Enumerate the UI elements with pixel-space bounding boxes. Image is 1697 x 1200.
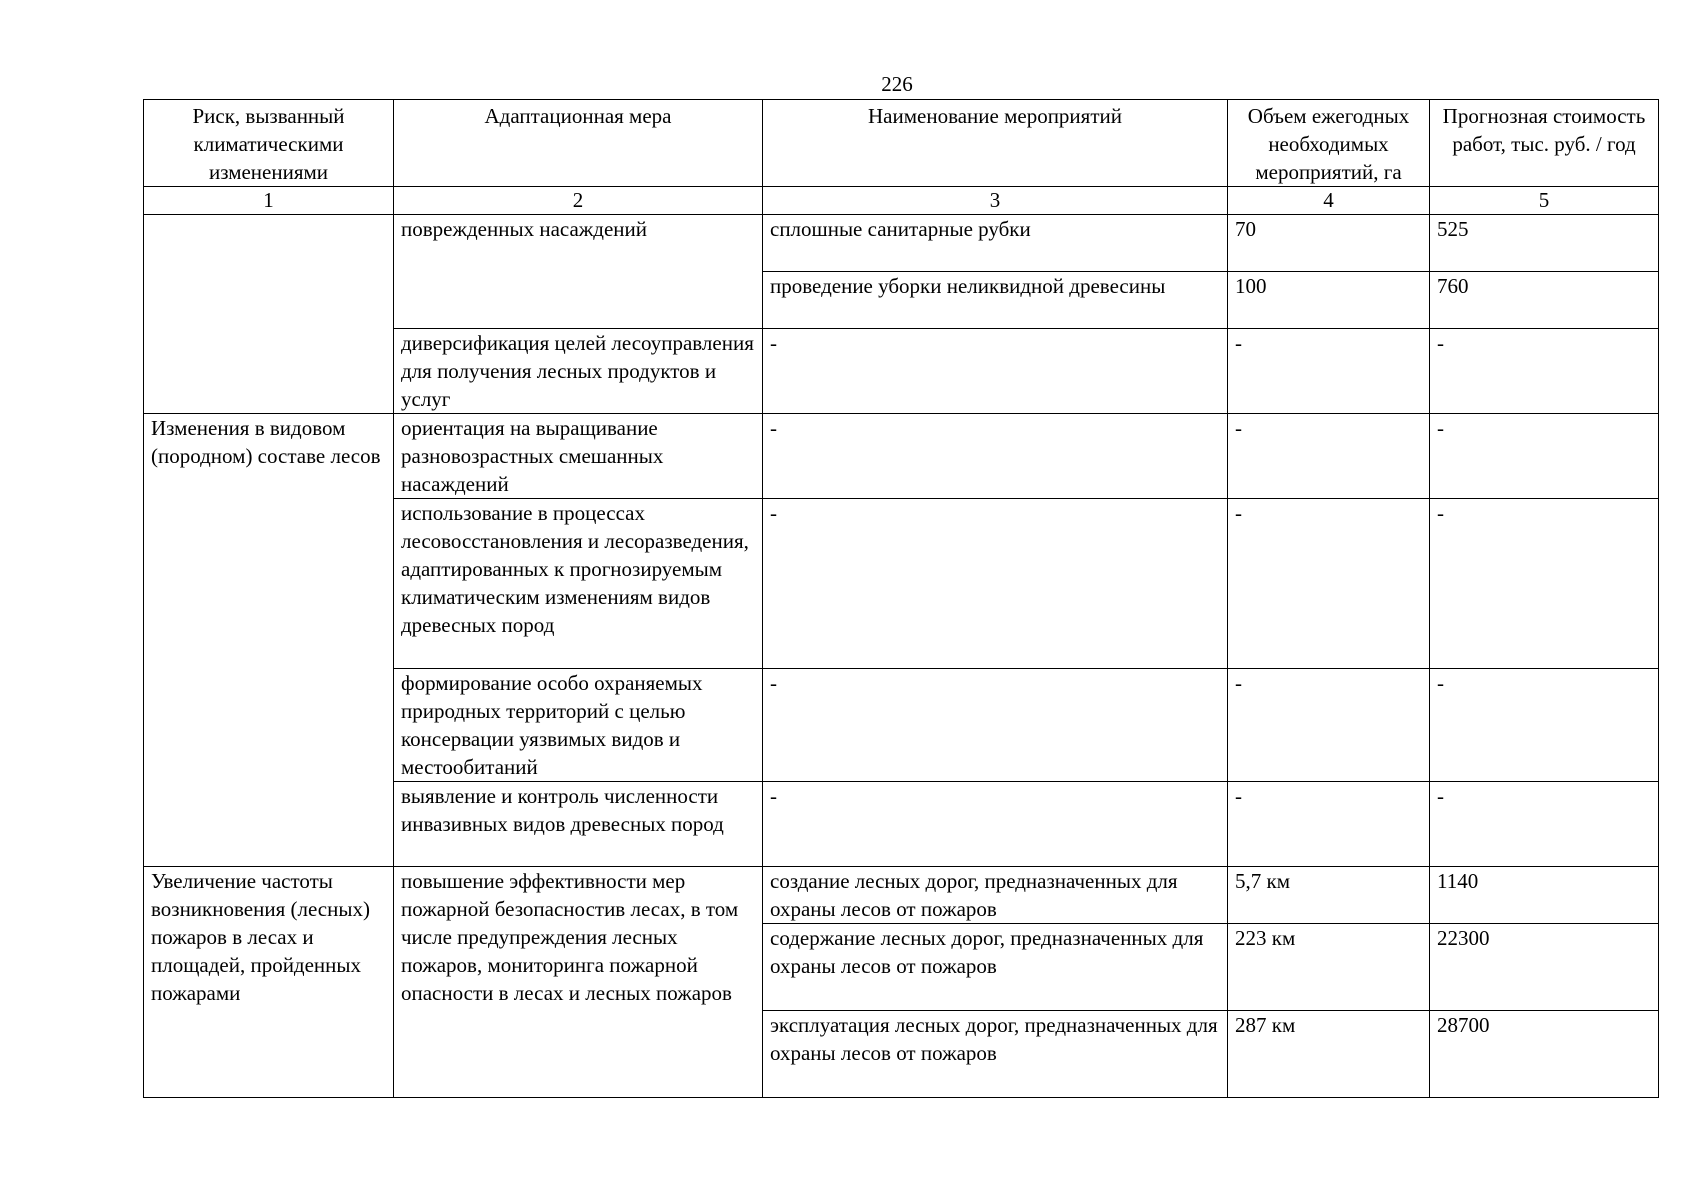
cost-cell: 28700 [1430,1011,1659,1098]
volume-cell: 100 [1228,272,1430,329]
activity-cell: - [763,669,1228,782]
cost-cell: - [1430,499,1659,669]
activity-cell: - [763,329,1228,414]
risk-cell: Изменения в видовом (породном) составе лесов [144,414,394,867]
cost-cell: 22300 [1430,924,1659,1011]
volume-cell: 223 км [1228,924,1430,1011]
adaptation-measures-table [143,99,1659,1098]
cost-cell: - [1430,329,1659,414]
activity-cell: содержание лесных дорог, предназначенных для охраны лесов от пожаров [763,924,1228,1011]
volume-cell: - [1228,669,1430,782]
activity-cell: проведение уборки неликвидной древесины [763,272,1228,329]
measure-cell: поврежденных насаждений [394,215,763,329]
activity-cell: эксплуатация лесных дорог, предназначенных для охраны лесов от пожаров [763,1011,1228,1098]
table-row [144,215,1659,272]
cost-cell: 760 [1430,272,1659,329]
column-number: 1 [144,187,394,215]
risk-cell [144,215,394,414]
table-row [144,867,1659,924]
volume-cell: 287 км [1228,1011,1430,1098]
volume-cell: - [1228,782,1430,867]
header-activity: Наименование мероприятий [763,100,1228,187]
page-number: 226 [881,72,913,96]
header-measure: Адаптационная мера [394,100,763,187]
table-row [144,414,1659,499]
activity-cell: сплошные санитарные рубки [763,215,1228,272]
cost-cell: - [1430,782,1659,867]
activity-cell: - [763,414,1228,499]
volume-cell: 70 [1228,215,1430,272]
column-number: 4 [1228,187,1430,215]
volume-cell: 5,7 км [1228,867,1430,924]
measure-cell: формирование особо охраняемых природных территорий с целью консервации уязвимых видов и местообитаний [394,669,763,782]
column-number: 5 [1430,187,1659,215]
cost-cell: - [1430,669,1659,782]
measure-cell: повышение эффективности мер пожарной безопасностив лесах, в том числе предупреждения лесных пожаров, мониторинга пожарной опасности в лесах и лесных пожаров [394,867,763,1098]
activity-cell: - [763,499,1228,669]
column-number: 3 [763,187,1228,215]
risk-cell: Увеличение частоты возникновения (лесных) пожаров в лесах и площадей, пройденных пожарами [144,867,394,1098]
cost-cell: 1140 [1430,867,1659,924]
cost-cell: - [1430,414,1659,499]
column-number: 2 [394,187,763,215]
activity-cell: создание лесных дорог, предназначенных для охраны лесов от пожаров [763,867,1228,924]
column-number-row [144,187,1659,215]
measure-cell: выявление и контроль численности инвазивных видов древесных пород [394,782,763,867]
volume-cell: - [1228,499,1430,669]
header-row [144,100,1659,187]
activity-cell: - [763,782,1228,867]
volume-cell: - [1228,329,1430,414]
cost-cell: 525 [1430,215,1659,272]
measure-cell: использование в процессах лесовосстановления и лесоразведения, адаптированных к прогнозируемым климатическим изменениям видов древесных пород [394,499,763,669]
header-cost: Прогнозная стоимость работ, тыс. руб. / год [1430,100,1659,187]
header-risk: Риск, вызванный климатическими изменениями [144,100,394,187]
measure-cell: ориентация на выращивание разновозрастных смешанных насаждений [394,414,763,499]
header-volume: Объем ежегодных необходимых мероприятий, га [1228,100,1430,187]
volume-cell: - [1228,414,1430,499]
measure-cell: диверсификация целей лесоуправления для получения лесных продуктов и услуг [394,329,763,414]
